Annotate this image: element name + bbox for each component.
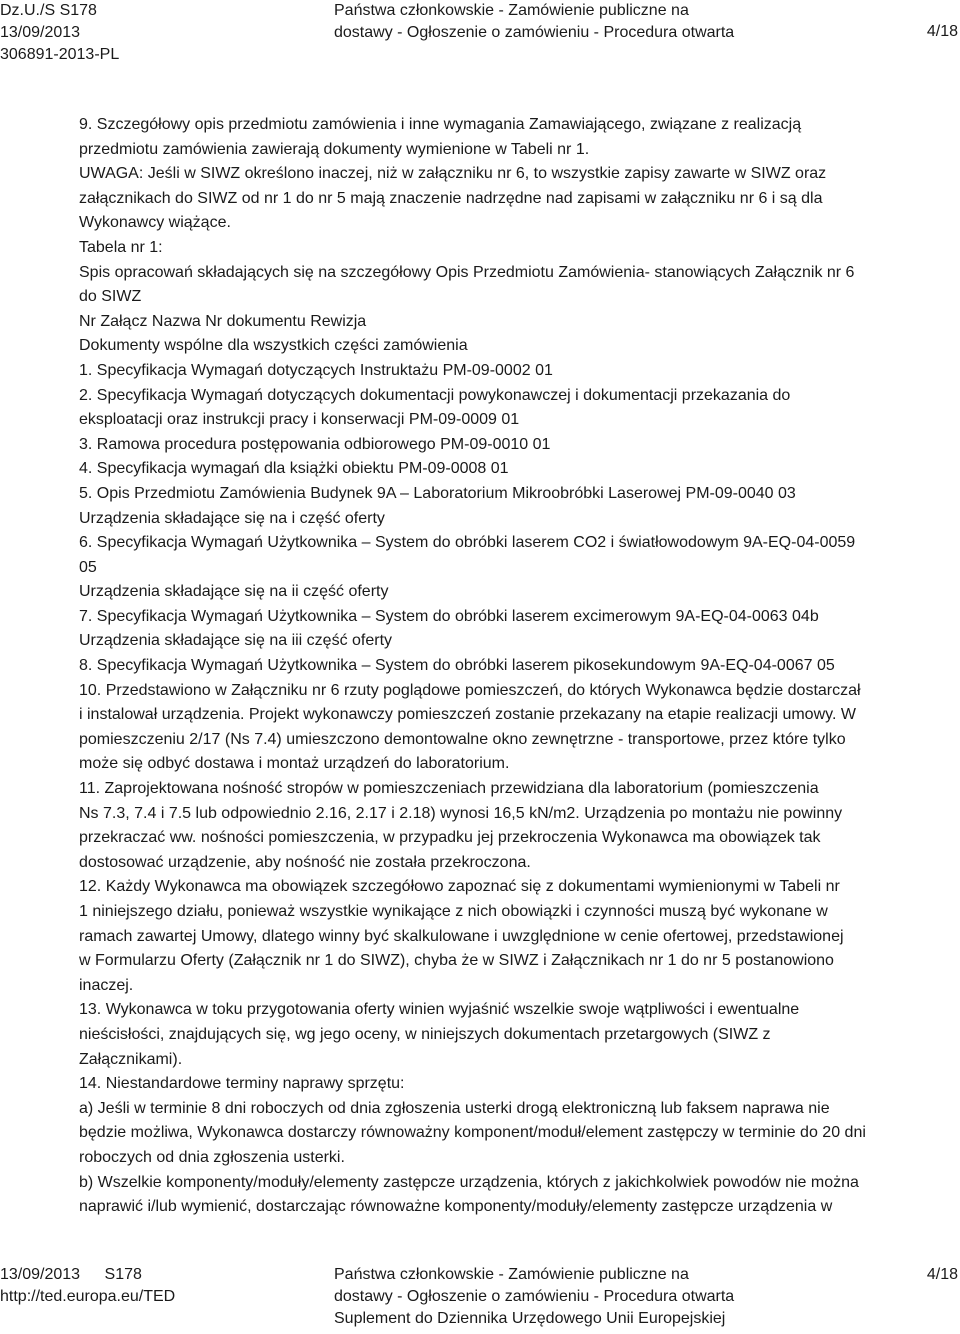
body-text-line: 2. Specyfikacja Wymagań dotyczących dokumentacji powykonawczej i dokumentacji przekazania do [79,386,791,404]
page-footer [0,1264,960,1327]
body-text-line: Dokumenty wspólne dla wszystkich części zamówienia [79,337,468,355]
body-text-line: w Formularzu Oferty (Załącznik nr 1 do SIWZ), chyba że w SIWZ i Załącznikach nr 1 do nr 5 postanowiono [79,952,834,970]
body-text-line: Ns 7.3, 7.4 i 7.5 lub odpowiednio 2.16, 2.17 i 2.18) wynosi 16,5 kN/m2. Urządzenia po montażu nie powinny [79,804,843,822]
body-text-line: 9. Szczegółowy opis przedmiotu zamówienia i inne wymagania Zamawiającego, związane z realizacją [79,116,802,133]
body-text-line: 11. Zaprojektowana nośność stropów w pomieszczeniach przewidziana dla laboratorium (pomieszczenia [79,780,819,798]
footer-left-block [0,1264,175,1308]
footer-page-number: 4/18 [926,1266,958,1283]
body-text-line: 8. Specyfikacja Wymagań Użytkownika – System do obróbki laserem pikosekundowym 9A-EQ-04-0067 05 [79,657,835,675]
body-text-line: a) Jeśli w terminie 8 dni roboczych od dnia zgłoszenia usterki drogą elektroniczną lub faksem naprawa nie [79,1099,830,1117]
footer-center-block [334,1264,754,1330]
body-text-line: UWAGA: Jeśli w SIWZ określono inaczej, niż w załączniku nr 6, to wszystkie zapisy zawarte w SIWZ oraz [79,165,827,183]
body-text-line: przedmiotu zamówienia zawierają dokumenty wymienione w Tabeli nr 1. [79,140,590,158]
body-text-line: roboczych od dnia zgłoszenia usterki. [79,1148,345,1166]
header-page-number: 4/18 [926,23,958,40]
body-text-line: przekraczać ww. nośności pomieszczenia, w przypadku jej przekroczenia Wykonawca ma obowiązek tak [79,829,821,847]
journal-reference: Dz.U./S S178 [0,2,97,19]
body-text-line: b) Wszelkie komponenty/moduły/elementy zastępcze urządzenia, których z jakichkolwiek powodów nie można [79,1173,859,1191]
header-title-line-2: dostawy - Ogłoszenie o zamówieniu - Procedura otwarta [334,24,735,41]
body-text-line: 6. Specyfikacja Wymagań Użytkownika – System do obróbki laserem CO2 i światłowodowym 9A-EQ-04-0059 [79,534,856,552]
footer-title-line-2: dostawy - Ogłoszenie o zamówieniu - Procedura otwarta [334,1288,735,1305]
body-text-line: 13. Wykonawca w toku przygotowania oferty winien wyjaśnić wszelkie swoje wątpliwości i ewentualne [79,1001,800,1019]
body-text-line: Spis opracowań składających się na szczegółowy Opis Przedmiotu Zamówienia- stanowiących Załącznik nr 6 [79,263,855,281]
footer-url: http://ted.europa.eu/TED [0,1288,176,1305]
body-text-line: eksploatacji oraz instrukcji pracy i konserwacji PM-09-0009 01 [79,411,520,429]
body-text-line: 05 [79,558,97,576]
body-text-line: 5. Opis Przedmiotu Zamówienia Budynek 9A – Laboratorium Mikroobróbki Laserowej PM-09-0040 03 [79,484,796,502]
body-text-line: Wykonawcy wiążące. [79,214,231,232]
body-text-line: ramach zawartej Umowy, dlatego winny być skalkulowane i uwzględnione w cenie ofertowej, przedstawionej [79,927,844,945]
body-text-line: Tabela nr 1: [79,238,163,256]
body-text-line: 1. Specyfikacja Wymagań dotyczących Instruktażu PM-09-0002 01 [79,361,553,379]
footer-date-series: 13/09/2013 S178 [0,1266,142,1283]
body-text-line: dostosować urządzenie, aby nośność nie została przekroczona. [79,853,531,871]
body-text-line: Urządzenia składające się na iii część oferty [79,632,393,650]
body-text-line: nieścisłości, znajdujących się, wg jego oceny, w niniejszych dokumentach przetargowych (SIWZ z [79,1025,771,1043]
body-text-line: Urządzenia składające się na ii część oferty [79,583,389,601]
body-text-line: naprawić i/lub wymienić, dostarczając równoważne komponenty/moduły/elementy zastępcze urządzenia w [79,1198,833,1216]
publication-date: 13/09/2013 [0,24,81,41]
document-body [79,113,949,1220]
body-text-line: 1 niniejszego działu, ponieważ wszystkie wynikające z nich obowiązki i czynności muszą być wykonane w [79,903,828,920]
notice-number: 306891-2013-PL [0,46,120,63]
body-text-line: do SIWZ [79,288,142,306]
body-text-line: 10. Przedstawiono w Załączniku nr 6 rzuty poglądowe pomieszczeń, do których Wykonawca będzie dostarczał [79,681,861,699]
footer-supplement: Suplement do Dziennika Urzędowego Unii Europejskiej [334,1310,726,1327]
body-text-line: 12. Każdy Wykonawca ma obowiązek szczegółowo zapoznać się z dokumentami wymienionymi w Tabeli nr [79,878,840,896]
body-text-line: Nr Załącz Nazwa Nr dokumentu Rewizja [79,312,367,330]
header-title-line-1: Państwa członkowskie - Zamówienie publiczne na [334,2,689,19]
page-header [0,0,960,63]
body-text-line: 4. Specyfikacja wymagań dla książki obiektu PM-09-0008 01 [79,460,509,478]
body-text-line: inaczej. [79,976,134,994]
body-text-line: Załącznikami). [79,1050,183,1068]
header-left-block [0,0,119,66]
body-text-line: będzie możliwa, Wykonawca dostarczy równoważny komponent/moduł/element zastępczy w terminie do 20 dni [79,1124,866,1142]
body-text-line: 14. Niestandardowe terminy naprawy sprzętu: [79,1075,405,1093]
footer-title-line-1: Państwa członkowskie - Zamówienie publiczne na [334,1266,689,1283]
body-text-line: 7. Specyfikacja Wymagań Użytkownika – System do obróbki laserem excimerowym 9A-EQ-04-0063 04b [79,607,819,625]
body-text-line: 3. Ramowa procedura postępowania odbiorowego PM-09-0010 01 [79,435,551,453]
body-text-line: Urządzenia składające się na i część oferty [79,509,385,527]
body-text-line: może się odbyć dostawa i montaż urządzeń do laboratorium. [79,755,510,773]
body-text-line: załącznikach do SIWZ od nr 1 do nr 5 mają znaczenie nadrzędne nad zapisami w załączniku nr 6 i są dla [79,189,823,207]
header-center-block [334,0,754,44]
body-text-line: pomieszczeniu 2/17 (Ns 7.4) umieszczono demontowalne okno zewnętrzne - transportowe, przez które tylko [79,730,846,748]
body-text-line: i instalował urządzenia. Projekt wykonawczy pomieszczeń zostanie przekazany na etapie realizacji umowy. W [79,706,856,724]
